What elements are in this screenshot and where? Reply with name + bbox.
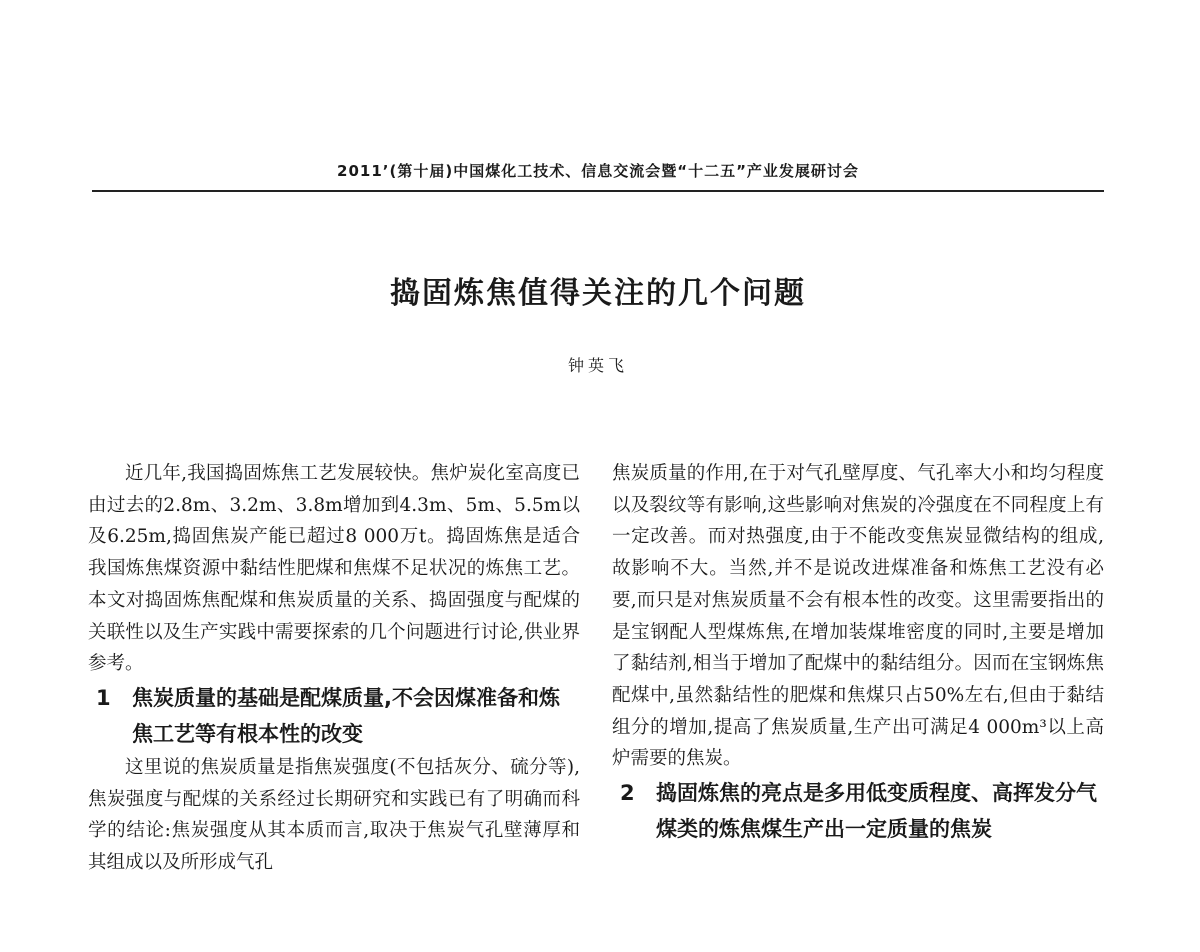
right-column bbox=[612, 458, 1104, 847]
section-1-number: 1 bbox=[96, 685, 111, 710]
author: 钟英飞 bbox=[567, 356, 628, 375]
header-rule bbox=[92, 190, 1104, 192]
running-header: 2011’(第十届)中国煤化工技术、信息交流会暨“十二五”产业发展研讨会 bbox=[337, 162, 859, 180]
article-title: 捣固炼焦值得关注的几个问题 bbox=[390, 276, 806, 311]
section-2-title: 捣固炼焦的亮点是多用低变质程度、高挥发分气煤类的炼焦煤生产出一定质量的焦炭 bbox=[656, 781, 1097, 842]
continued-paragraph: 焦炭质量的作用,在于对气孔壁厚度、气孔率大小和均匀程度以及裂纹等有影响,这些影响对焦炭的冷强度在不同程度上有一定改善。而对热强度,由于不能改变焦炭显微结构的组成,故影响不大。当然,并不是说改进煤准备和炼焦工艺没有必要,而只是对焦炭质量不会有根本性的改变。这里需要指出的是宝钢配人型煤炼焦,在增加装煤堆密度的同时,主要是增加了黏结剂,相当于增加了配煤中的黏结组分。因而在宝钢炼焦配煤中,虽然黏结性的肥煤和焦煤只占50%左右,但由于黏结组分的增加,提高了焦炭质量,生产出可满足4 000m³以上高炉需要的焦炭。 bbox=[612, 463, 1104, 770]
section-2-heading bbox=[612, 775, 1104, 847]
intro-paragraph: 近几年,我国捣固炼焦工艺发展较快。焦炉炭化室高度已由过去的2.8m、3.2m、3.8m增加到4.3m、5m、5.5m以及6.25m,捣固焦炭产能已超过8 000万t。捣固炼焦是适合我国炼焦煤资源中黏结性肥煤和焦煤不足状况的炼焦工艺。本文对捣固炼焦配煤和焦炭质量的关系、捣固强度与配煤的关联性以及生产实践中需要探索的几个问题进行讨论,供业界参考。 bbox=[88, 463, 580, 675]
left-column bbox=[88, 458, 580, 879]
section-1-heading bbox=[88, 680, 580, 752]
section-1-paragraph: 这里说的焦炭质量是指焦炭强度(不包括灰分、硫分等),焦炭强度与配煤的关系经过长期研究和实践已有了明确而科学的结论:焦炭强度从其本质而言,取决于焦炭气孔壁薄厚和其组成以及所形成气孔 bbox=[88, 756, 580, 874]
section-2-number: 2 bbox=[620, 781, 635, 806]
section-1-title: 焦炭质量的基础是配煤质量,不会因煤准备和炼焦工艺等有根本性的改变 bbox=[132, 685, 560, 746]
